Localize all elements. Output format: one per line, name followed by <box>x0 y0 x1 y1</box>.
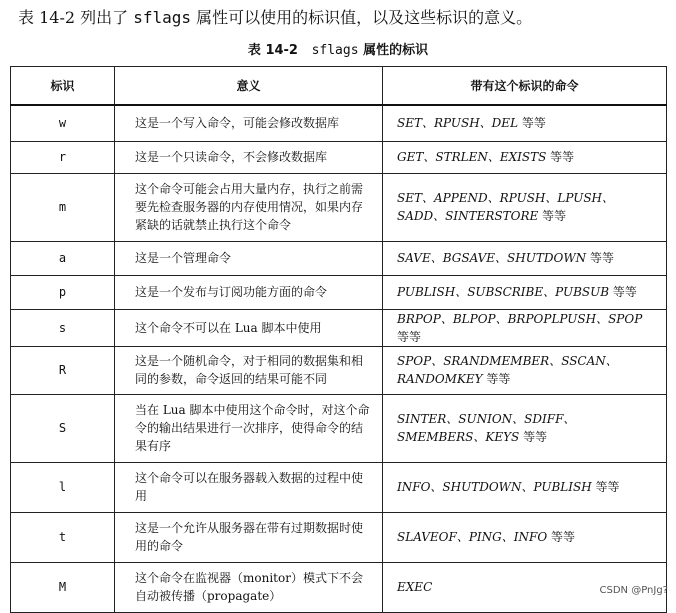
commands-cell <box>383 394 667 462</box>
commands-text: SET、RPUSH、DEL <box>397 116 519 131</box>
table-row <box>11 105 667 141</box>
meaning-cell: 这个命令不可以在 Lua 脚本中使用 <box>115 309 383 346</box>
commands-suffix: 等等 <box>519 430 548 444</box>
commands-cell <box>383 173 667 241</box>
commands-cell <box>383 346 667 394</box>
table-row <box>11 346 667 394</box>
commands-suffix: 等等 <box>397 329 422 344</box>
intro-text-after: 属性可以使用的标识值，以及这些标识的意义。 <box>191 8 533 27</box>
commands-suffix: 等等 <box>547 530 575 544</box>
sflags-table <box>10 66 667 613</box>
meaning-cell: 当在 Lua 脚本中使用这个命令时，对这个命令的输出结果进行一次排序，使得命令的结果有序 <box>115 394 383 462</box>
commands-suffix: 等等 <box>518 116 546 131</box>
meaning-cell: 这个命令可能会占用大量内存，执行之前需要先检查服务器的内存使用情况，如果内存紧缺的话就禁止执行这个命令 <box>115 173 383 241</box>
meaning-cell: 这是一个允许从服务器在带有过期数据时使用的命令 <box>115 512 383 562</box>
commands-cell <box>383 462 667 512</box>
intro-paragraph <box>18 8 658 28</box>
header-flag: 标识 <box>11 67 115 106</box>
commands-text: SET、APPEND、RPUSH、LPUSH、SADD、SINTERSTORE <box>397 191 615 223</box>
commands-suffix: 等等 <box>609 285 637 299</box>
flag-cell: r <box>11 141 115 173</box>
commands-suffix: 等等 <box>538 209 567 223</box>
table-row <box>11 512 667 562</box>
commands-cell <box>383 512 667 562</box>
commands-text: SAVE、BGSAVE、SHUTDOWN <box>397 251 587 265</box>
commands-text: PUBLISH、SUBSCRIBE、PUBSUB <box>397 285 610 299</box>
commands-text: SPOP、SRANDMEMBER、SSCAN、RANDOMKEY <box>397 354 618 386</box>
flag-cell: m <box>11 173 115 241</box>
commands-suffix: 等等 <box>591 480 620 494</box>
commands-text: EXEC <box>397 580 433 594</box>
commands-cell <box>383 275 667 309</box>
table-row <box>11 241 667 275</box>
intro-text-before: 表 14-2 列出了 <box>18 8 134 27</box>
table-row <box>11 394 667 462</box>
caption-code: sflags <box>311 43 359 58</box>
meaning-cell: 这是一个写入命令，可能会修改数据库 <box>115 105 383 141</box>
flag-cell: S <box>11 394 115 462</box>
commands-text: GET、STRLEN、EXISTS <box>397 150 547 164</box>
flag-cell: a <box>11 241 115 275</box>
commands-suffix: 等等 <box>482 372 511 386</box>
commands-cell <box>383 241 667 275</box>
table-row <box>11 309 667 346</box>
commands-suffix: 等等 <box>586 251 614 265</box>
commands-suffix: 等等 <box>546 150 575 164</box>
meaning-cell: 这是一个发布与订阅功能方面的命令 <box>115 275 383 309</box>
meaning-cell: 这个命令可以在服务器载入数据的过程中使用 <box>115 462 383 512</box>
caption-title: 属性的标识 <box>363 43 429 58</box>
table-row <box>11 462 667 512</box>
flag-cell: t <box>11 512 115 562</box>
flag-cell: w <box>11 105 115 141</box>
header-commands: 带有这个标识的命令 <box>383 67 667 106</box>
meaning-cell: 这是一个随机命令，对于相同的数据集和相同的参数，命令返回的结果可能不同 <box>115 346 383 394</box>
watermark: CSDN @PnJg? <box>599 585 668 596</box>
table-row <box>11 173 667 241</box>
meaning-cell: 这个命令在监视器（monitor）模式下不会自动被传播（propagate） <box>115 562 383 612</box>
meaning-cell: 这是一个只读命令，不会修改数据库 <box>115 141 383 173</box>
flag-cell: M <box>11 562 115 612</box>
commands-text: SLAVEOF、PING、INFO <box>397 530 548 544</box>
commands-text: SINTER、SUNION、SDIFF、SMEMBERS、KEYS <box>397 412 576 444</box>
flag-cell: p <box>11 275 115 309</box>
flag-cell: l <box>11 462 115 512</box>
commands-cell <box>383 141 667 173</box>
commands-text: INFO、SHUTDOWN、PUBLISH <box>397 480 592 494</box>
intro-code: sflags <box>133 8 192 27</box>
flag-cell: R <box>11 346 115 394</box>
flag-cell: s <box>11 309 115 346</box>
meaning-cell: 这是一个管理命令 <box>115 241 383 275</box>
commands-cell <box>383 309 667 346</box>
table-row <box>11 275 667 309</box>
table-row <box>11 141 667 173</box>
header-meaning: 意义 <box>115 67 383 106</box>
table-caption <box>0 42 676 60</box>
caption-label: 表 14-2 <box>247 43 298 58</box>
commands-text: BRPOP、BLPOP、BRPOPLPUSH、SPOP <box>397 311 643 326</box>
table-header-row <box>11 67 667 106</box>
commands-cell <box>383 105 667 141</box>
